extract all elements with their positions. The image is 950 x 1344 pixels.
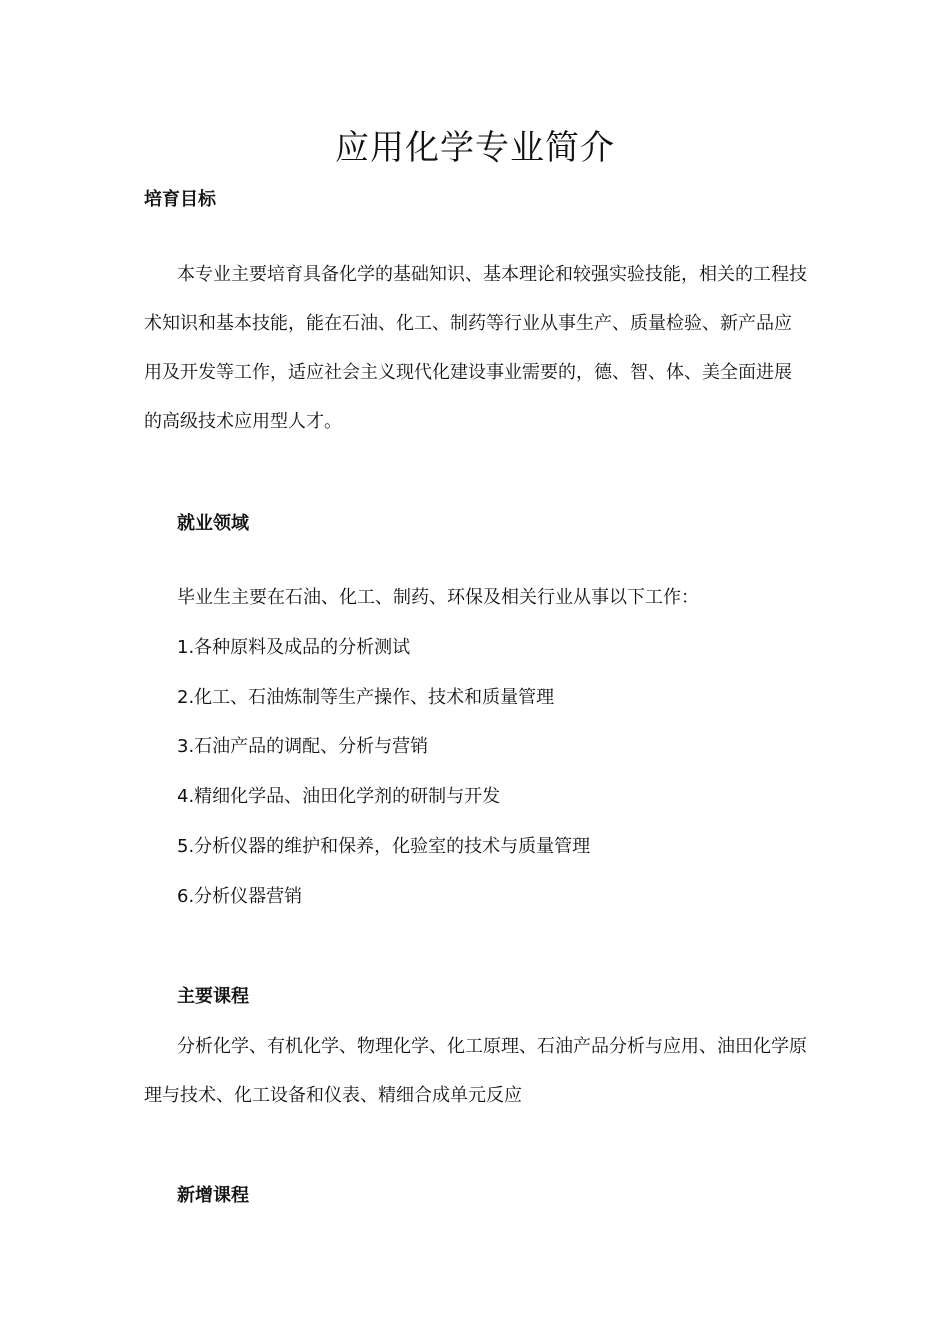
section-heading-employment: 就业领域 [177,513,249,534]
employment-item: 2.化工、石油炼制等生产操作、技术和质量管理 [177,687,555,708]
section-heading-goal: 培育目标 [144,189,216,210]
courses-paragraph: 分析化学、有机化学、物理化学、化工原理、石油产品分析与应用、油田化学原理与技术、化工设备和仪表、精细合成单元反应 [144,1036,807,1106]
employment-item: 5.分析仪器的维护和保养，化验室的技术与质量管理 [177,836,591,857]
section-heading-new-courses: 新增课程 [177,1185,249,1206]
page-title: 应用化学专业简介 [335,128,615,168]
employment-intro: 毕业生主要在石油、化工、制药、环保及相关行业从事以下工作： [177,587,699,608]
goal-paragraph: 本专业主要培育具备化学的基础知识、基本理论和较强实验技能，相关的工程技术知识和基本技能，能在石油、化工、制药等行业从事生产、质量检验、新产品应用及开发等工作，适应社会主义现代化建设事业需要的，德、智、体、美全面进展的高级技术应用型人才。 [144,264,807,432]
employment-item: 1.各种原料及成品的分析测试 [177,637,411,658]
employment-item: 6.分析仪器营销 [177,886,303,907]
employment-item: 3.石油产品的调配、分析与营销 [177,736,429,757]
section-heading-courses: 主要课程 [177,986,249,1007]
employment-item: 4.精细化学品、油田化学剂的研制与开发 [177,786,501,807]
